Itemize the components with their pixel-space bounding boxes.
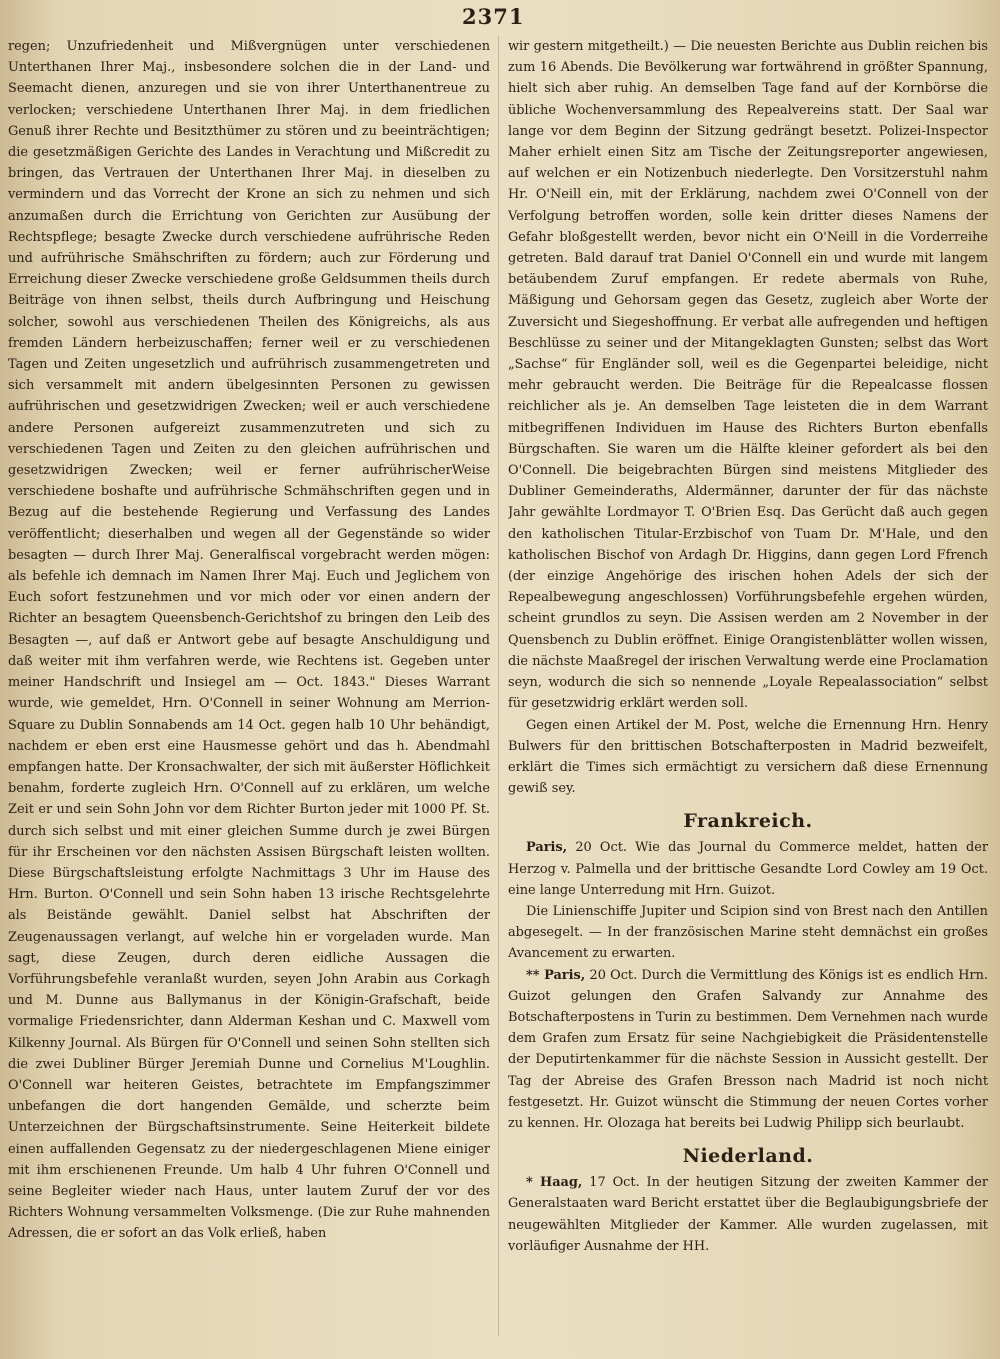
times-paragraph: Gegen einen Artikel der M. Post, welche die Ernennung Hrn. Henry Bulwers für den brittischen Botschafterposten in Madrid bezweifelt, erklärt die Times sich ermächtigt zu versichern daß diese Ernennung gewiß sey. <box>508 717 988 797</box>
column-divider <box>498 36 499 1336</box>
france-paragraph-3 <box>508 965 988 1135</box>
dublin-report-paragraph: wir gestern mitgetheilt.) — Die neuesten Berichte aus Dublin reichen bis zum 16 Abends. Die Bevölkerung war fortwährend in größter Spannung, hielt sich aber ruhig. An demselben Tage fand auf der Kornbörse die übliche Wochenversammlung des Repealvereins statt. Der Saal war lange vor dem Beginn der Sitzung gedrängt besetzt. Polizei-Inspector Maher erhielt einen Sitz am Tische der Zeitungsreporter angewiesen, auf welchen er ein Notizenbuch niederlegte. Den Vorsitzerstuhl nahm Hr. O'Neill ein, mit der Erklärung, nachdem zwei O'Connell von der Verfolgung betroffen worden, solle kein dritter dieses Namens der Gefahr bloßgestellt werden, bevor nicht ein O'Neill in die Vorderreihe getreten. Bald darauf trat Daniel O'Connell ein und wurde mit langem betäubendem Zuruf empfangen. Er redete abermals von Ruhe, Mäßigung und Gehorsam gegen das Gesetz, zugleich aber Worte der Zuversicht und Siegeshoffnung. Er verbat alle aufregenden und heftigen Beschlüsse zu seiner und der Mitangeklagten Gunsten; selbst das Wort „Sachse“ für Engländer soll, weil es die Gegenpartei beleidige, nicht mehr gebraucht werden. Die Beiträge für die Repealcasse flossen reichlicher als je. An demselben Tage leisteten die in dem Warrant mitbegriffenen Individuen im Hause des Richters Burton ebenfalls Bürgschaften. Sie waren um die Hälfte kleiner gefordert als bei den O'Connell. Die beigebrachten Bürgen sind meistens Mitglieder des Dubliner Gemeinderaths, Aldermänner, darunter der für das nächste Jahr gewählte Lordmayor T. O'Brien Esq. Das Gerücht daß auch gegen den katholischen Titular-Erzbischof von Tuam Dr. M'Hale, und den katholischen Bischof von Ardagh Dr. Higgins, dann gegen Lord Ffrench (der einzige Angehörige des irischen hohen Adels der sich der Repealbewegung angeschlossen) Vorführungsbefehle ergehen würden, scheint grundlos zu seyn. Die Assisen werden am 2 November in der Quensbench zu Dublin eröffnet. Einige Orangistenblätter wollen wissen, die nächste Maaßregel der irischen Verwaltung werde eine Proclamation seyn, wodurch die sich so nennende „Loyale Repealassociation“ selbst für gesetzwidrig erklärt werden soll. <box>508 39 988 712</box>
page-number: 2371 <box>462 4 525 29</box>
france-paragraph-2: Die Linienschiffe Jupiter und Scipion sind von Brest nach den Antillen abgesegelt. — In der französischen Marine steht demnächst ein großes Avancement zu erwarten. <box>508 903 988 962</box>
dateline-paris: Paris, <box>526 840 568 856</box>
right-column <box>508 36 988 1352</box>
france-paragraph-1-text: 20 Oct. Wie das Journal du Commerce meldet, hatten der Herzog v. Palmella und der brittische Gesandte Lord Cowley am 19 Oct. eine lange Unterredung mit Hrn. Guizot. <box>508 840 988 898</box>
left-column <box>8 36 490 1352</box>
section-heading-netherlands: Niederland. <box>682 1145 814 1168</box>
france-paragraph-1 <box>508 837 988 901</box>
france-paragraph-3-text: 20 Oct. Durch die Vermittlung des Königs ist es endlich Hrn. Guizot gelungen den Grafen Salvandy zur Annahme des Botschafterpostens in Turin zu bestimmen. Dem Vernehmen nach wurde dem Grafen zum Ersatz für seine Nachgiebigkeit die Präsidentenstelle der Deputirtenkammer für die nächste Session in Aussicht gestellt. Der Tag der Abreise des Grafen Bresson nach Madrid ist noch nicht festgesetzt. Hr. Guizot wünscht die Stimmung der neuen Cortes vorher zu kennen. Hr. Olozaga hat bereits bei Ludwig Philipp sich beurlaubt. <box>508 967 988 1131</box>
netherlands-paragraph-1-text: 17 Oct. In der heutigen Sitzung der zweiten Kammer der Generalstaaten ward Bericht erstattet über die Beglaubigungsbriefe der neugewählten Mitglieder der Kammer. Alle wurden zugelassen, mit vorläufiger Ausnahme der HH. <box>508 1175 988 1254</box>
dateline-paris-2: ** Paris, <box>526 967 586 983</box>
section-heading-france: Frankreich. <box>683 810 813 833</box>
netherlands-paragraph-1 <box>508 1172 988 1257</box>
dateline-haag: * Haag, <box>526 1175 583 1191</box>
left-column-text: regen; Unzufriedenheit und Mißvergnügen unter verschiedenen Unterthanen Ihrer Maj., insbesondere solchen die in der Land- und Seemacht dienen, anzuregen und sie von ihrer Unterthanentreue zu verlocken; verschiedene Unterthanen Ihrer Maj. in dem friedlichen Genuß ihrer Rechte und Besitzthümer zu stören und zu beeinträchtigen; die gesetzmäßigen Gerichte des Landes in Verachtung und Mißcredit zu bringen, das Vertrauen der Unterthanen Ihrer Maj. in dieselben zu vermindern und das Vorrecht der Krone an sich zu nehmen und sich anzumaßen durch die Errichtung von Gerichten zur Ausübung der Rechtspflege; besagte Zwecke durch verschiedene aufrührische Reden und aufrührische Smähschriften zu fördern; auch zur Förderung und Erreichung dieser Zwecke verschiedene große Geldsummen theils durch Beiträge von ihnen selbst, theils durch Aufbringung und Heischung solcher, sowohl aus verschiedenen Theilen des Königreichs, als aus fremden Ländern herbeizuschaffen; ferner weil er zu verschiedenen Tagen und Zeiten ungesetzlich und aufrührisch zusammengetreten und sich versammelt mit andern übelgesinnten Personen zu gewissen aufrührischen und gesetzwidrigen Zwecken; weil er auch verschiedene andere Personen aufgereizt zusammenzutreten und sich zu verschiedenen Tagen und Zeiten zu den gleichen aufrührischen und gesetzwidrigen Zwecken; weil er ferner aufrührischerWeise verschiedene boshafte und aufrührische Schmähschriften gegen und in Bezug auf die bestehende Regierung und Verfassung des Landes veröffentlicht; dieserhalben und wegen all der Gegenstände so wider besagten — durch Ihrer Maj. Generalfiscal vorgebracht werden mögen: als befehle ich demnach im Namen Ihrer Maj. Euch und Jeglichem von Euch sofort festzunehmen und vor mich oder vor einen andern der Richter an besagtem Queensbench-Gerichtshof zu bringen den Leib des Besagten —, auf daß er Antwort gebe auf besagte Anschuldigung und daß weiter mit ihm verfahren werde, wie Rechtens ist. Gegeben unter meiner Handschrift und Insiegel am — Oct. 1843." Dieses Warrant wurde, wie gemeldet, Hrn. O'Connell in seiner Wohnung am Merrion-Square zu Dublin Sonnabends am 14 Oct. gegen halb 10 Uhr behändigt, nachdem er eben erst eine Hausmesse gehört und das h. Abendmahl empfangen hatte. Der Kronsachwalter, der sich mit äußerster Höflichkeit benahm, forderte zugleich Hrn. O'Connell auf zu erklären, um welche Zeit er und sein Sohn John vor dem Richter Burton jeder mit 1000 Pf. St. durch sich selbst und mit einer gleichen Summe durch je zwei Bürgen für ihr Erscheinen vor den nächsten Assisen Bürgschaft leisten wollten. Diese Bürgschaftsleistung erfolgte Nachmittags 3 Uhr im Hause des Hrn. Burton. O'Connell und sein Sohn haben 13 irische Rechtsgelehrte als Beistände gewählt. Daniel selbst hat Abschriften der Zeugenaussagen verlangt, auf welche hin er vorgeladen wurde. Man sagt, diese Zeugen, durch deren eidliche Aussagen die Vorführungsbefehle veranlaßt wurden, seyen John Arabin aus Corkagh und M. Dunne aus Ballymanus in der Königin-Grafschaft, beide vormalige Friedensrichter, dann Alderman Keshan und C. Maxwell vom Kilkenny Journal. Als Bürgen für O'Connell und seinen Sohn stellten sich die zwei Dubliner Bürger Jeremiah Dunne und Cornelius M'Loughlin. O'Connell war heiteren Geistes, betrachtete im Empfangszimmer unbefangen die dort hangenden Gemälde, und scherzte beim Unterzeichnen der Bürgschaftsinstrumente. Seine Heiterkeit bildete einen auffallenden Gegensatz zu der niedergeschlagenen Miene einiger mit ihm erschienenen Freunde. Um halb 4 Uhr fuhren O'Connell und seine Begleiter wieder nach Haus, unter lautem Zuruf der vor des Richters Wohnung versammelten Volksmenge. (Die zur Ruhe mahnenden Adressen, die er sofort an das Volk erließ, haben <box>8 39 490 1242</box>
